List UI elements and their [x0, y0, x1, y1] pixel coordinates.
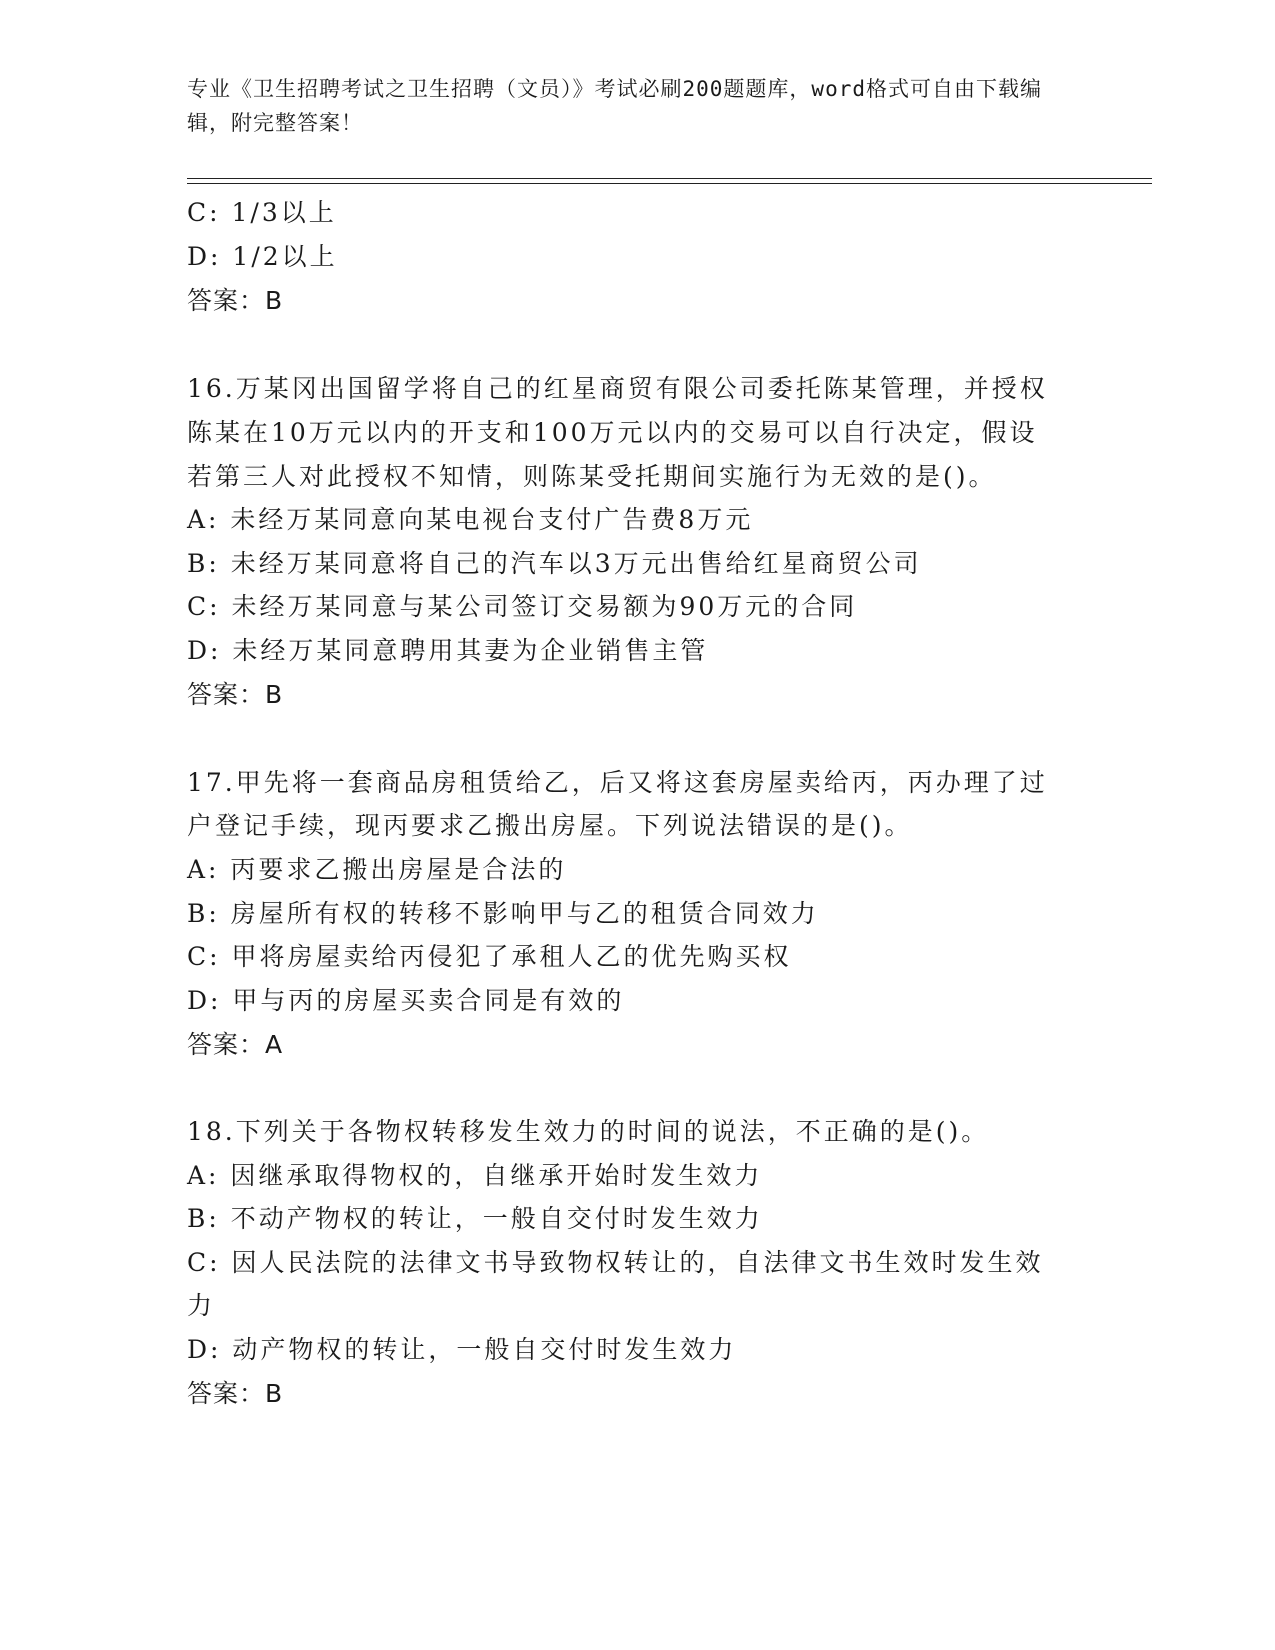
option-d: D: 1/2以上 [187, 242, 338, 271]
option-c: C: 1/3以上 [187, 198, 337, 227]
question-16-option-b: B: 未经万某同意将自己的汽车以3万元出售给红星商贸公司 [187, 549, 922, 578]
question-18-answer: 答案：B [187, 1379, 284, 1408]
question-17-line-2: 户登记手续，现丙要求乙搬出房屋。下列说法错误的是()。 [187, 811, 913, 840]
question-17-answer: 答案：A [187, 1030, 284, 1059]
question-16-answer: 答案：B [187, 680, 284, 709]
document-header: 专业《卫生招聘考试之卫生招聘（文员）》考试必刷200题题库，word格式可自由下载编辑，附完整答案！ [187, 77, 1042, 135]
question-17-option-a: A: 丙要求乙搬出房屋是合法的 [187, 855, 567, 884]
question-18-option-a: A: 因继承取得物权的，自继承开始时发生效力 [187, 1161, 763, 1190]
header-divider-top [187, 178, 1152, 179]
question-17-option-c: C: 甲将房屋卖给丙侵犯了承租人乙的优先购买权 [187, 942, 792, 971]
question-16-line-2: 陈某在10万元以内的开支和100万元以内的交易可以自行决定，假设 [187, 418, 1038, 447]
question-17-option-d: D: 甲与丙的房屋买卖合同是有效的 [187, 986, 625, 1015]
question-16-option-c: C: 未经万某同意与某公司签订交易额为90万元的合同 [187, 592, 858, 621]
answer: 答案：B [187, 286, 284, 315]
question-16-option-a: A: 未经万某同意向某电视台支付广告费8万元 [187, 505, 754, 534]
question-16-line-3: 若第三人对此授权不知情，则陈某受托期间实施行为无效的是()。 [187, 462, 997, 491]
question-18-option-d: D: 动产物权的转让，一般自交付时发生效力 [187, 1335, 737, 1364]
question-16-option-d: D: 未经万某同意聘用其妻为企业销售主管 [187, 636, 709, 665]
question-18-option-b: B: 不动产物权的转让，一般自交付时发生效力 [187, 1204, 763, 1233]
question-18-option-c-continued: 力 [187, 1291, 216, 1320]
question-17-option-b: B: 房屋所有权的转移不影响甲与乙的租赁合同效力 [187, 899, 819, 928]
question-17-line-1: 17.甲先将一套商品房租赁给乙，后又将这套房屋卖给丙，丙办理了过 [187, 768, 1048, 797]
question-18-line-1: 18.下列关于各物权转移发生效力的时间的说法，不正确的是()。 [187, 1117, 990, 1146]
question-18-option-c: C: 因人民法院的法律文书导致物权转让的，自法律文书生效时发生效 [187, 1248, 1044, 1277]
header-divider-bottom [187, 183, 1152, 184]
question-16-line-1: 16.万某冈出国留学将自己的红星商贸有限公司委托陈某管理，并授权 [187, 374, 1048, 403]
